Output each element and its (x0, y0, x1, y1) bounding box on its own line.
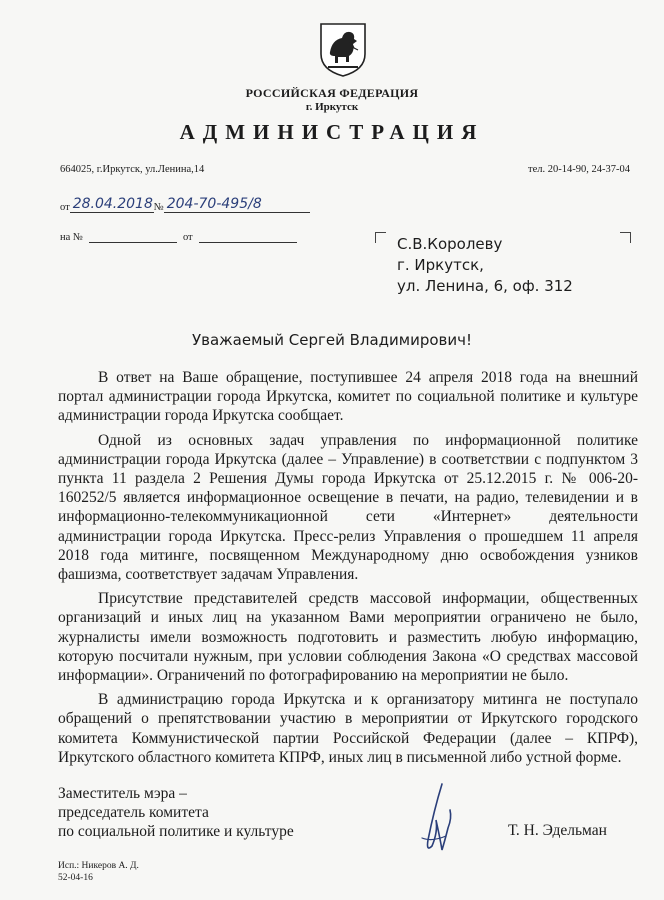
addressee-city: г. Иркутск, (397, 256, 484, 274)
paragraph: В администрацию города Иркутска и к организатору митинга не поступало обращений о препятствовании участию в мероприятии от Иркутского городского комитета Коммунистической партии Российской Федерации (далее – КПРФ), Иркутского областного комитета КПРФ, иных лиц в письменной либо устной форме. (58, 691, 638, 766)
addressee-block (397, 234, 573, 297)
addressee-corner-right (620, 232, 631, 243)
paragraph: В ответ на Ваше обращение, поступившее 24 апреля 2018 года на внешний портал администрации города Иркутска, комитет по социальной политике и культуре администрации города Иркутска сообщает. (58, 369, 638, 425)
ref-number-blank (89, 230, 177, 243)
paragraph: Присутствие представителей средств массовой информации, общественных организаций и иных лиц на указанном Вами мероприятии ограничено не было, журналисты имели возможность подготовить и разместить любую информацию, которую посчитали нужным, при условии соблюдения Закона «О средствах массовой информации». Ограничений по фотографированию на мероприятии не было. (58, 590, 638, 685)
coat-of-arms-emblem (318, 22, 368, 78)
number-label: № (153, 202, 164, 213)
greeting: Уважаемый Сергей Владимирович! (191, 331, 473, 349)
outgoing-date: 28.04.2018 (70, 196, 154, 213)
ref-label: на № (60, 232, 83, 243)
header-address: 664025, г.Иркутск, ул.Ленина,14 (60, 164, 205, 175)
header-phone: тел. 20-14-90, 24-37-04 (528, 164, 630, 175)
signatory-position (58, 784, 294, 841)
signatory-name: Т. Н. Эдельман (508, 822, 607, 839)
header-organization: АДМИНИСТРАЦИЯ (179, 120, 485, 144)
header-city: г. Иркутск (305, 101, 359, 113)
executor-phone: 52-04-16 (58, 873, 93, 883)
outgoing-number: 204-70-495/8 (164, 196, 310, 213)
signatory-line-2: председатель комитета (58, 804, 209, 821)
addressee-name: С.В.Королеву (397, 235, 503, 253)
ref-from-label: от (182, 232, 193, 243)
signatory-line-1: Заместитель мэра – (58, 785, 187, 802)
executor-info (58, 860, 139, 884)
signatory-line-3: по социальной политике и культуре (58, 823, 294, 840)
handwritten-signature (412, 780, 460, 860)
from-label: от (60, 202, 70, 213)
ref-date-blank (199, 230, 297, 243)
addressee-street: ул. Ленина, 6, оф. 312 (397, 277, 573, 295)
reference-row (60, 230, 297, 243)
executor-name: Исп.: Никеров А. Д. (58, 861, 139, 871)
letter-body (58, 368, 638, 772)
addressee-corner-left (375, 232, 386, 243)
paragraph: Одной из основных задач управления по информационной политике администрации города Иркутска (далее – Управление) в соответствии с подпунктом 3 пункта 11 раздела 2 Решения Думы города Иркутска от 25.12.2015 г. № 006-20-160252/5 является информационное освещение в печати, на радио, телевидении и в информационно-телекоммуникационной сети «Интернет» деятельности администрации города Иркутска. Пресс-релиз Управления о прошедшем 11 апреля 2018 года митинге, посвященном Международному дню освобождения узников фашизма, соответствует задачам Управления. (58, 431, 638, 584)
header-country: РОССИЙСКАЯ ФЕДЕРАЦИЯ (245, 86, 419, 100)
registration-row (60, 196, 310, 213)
